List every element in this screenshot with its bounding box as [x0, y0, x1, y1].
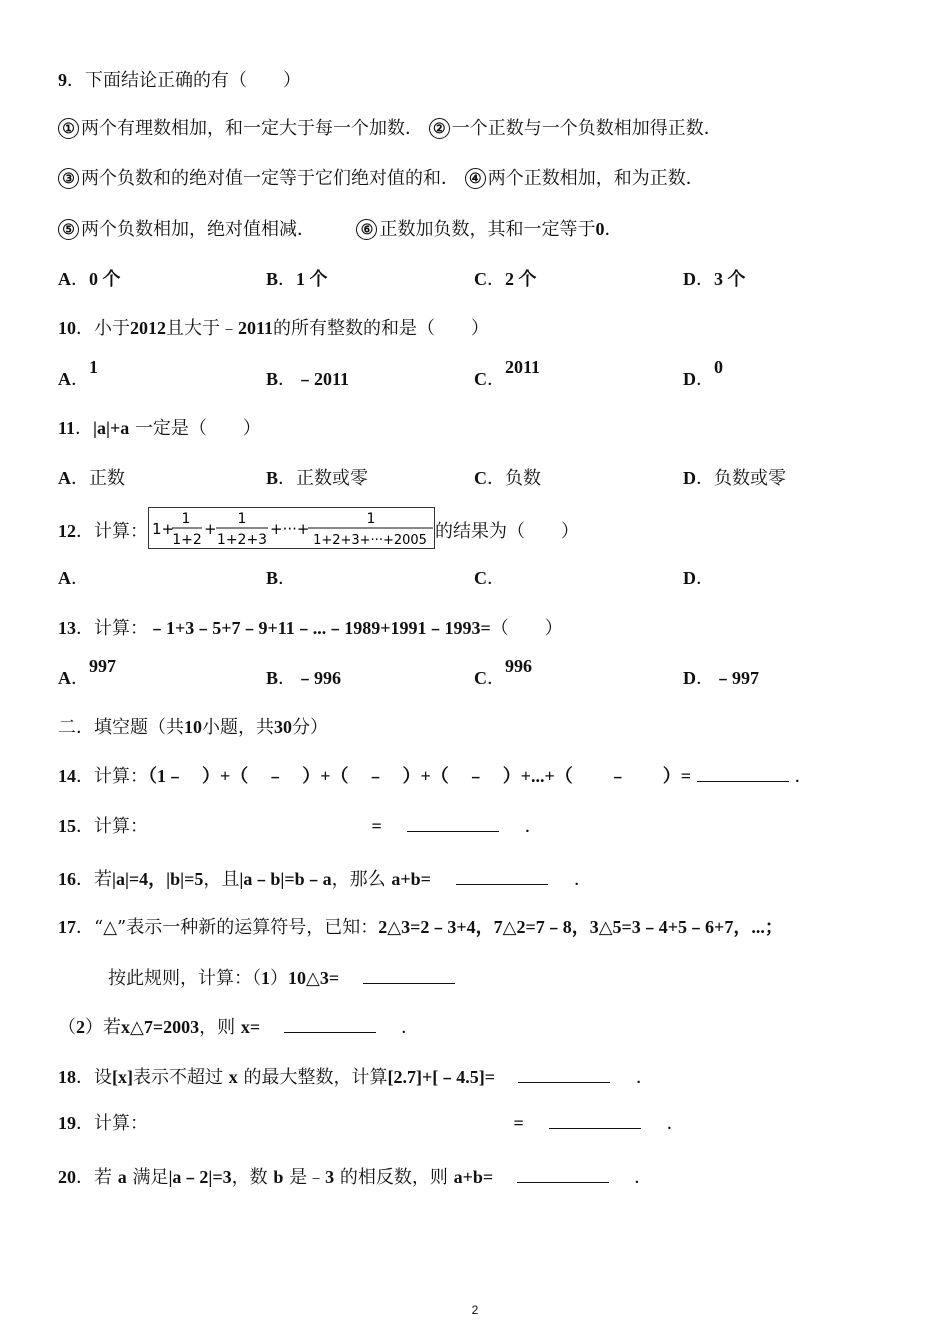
- q18-x: x: [228, 1067, 238, 1087]
- formula-lead: 1+: [152, 520, 175, 538]
- q17-part2-expr: x△7=2003: [121, 1017, 200, 1037]
- q17-part1-text-b: ）: [270, 968, 288, 989]
- fraction-2-denominator: 1+2+3: [216, 532, 268, 548]
- q18-end: ．: [635, 1067, 654, 1088]
- q18-expr: [x]: [112, 1067, 133, 1087]
- q12-number: 12: [58, 521, 76, 541]
- q19: [58, 1110, 685, 1136]
- q12-stem: [58, 511, 579, 553]
- q13-text-b: （ ）: [490, 618, 563, 639]
- q17-part2-expr2: x=: [240, 1017, 261, 1037]
- q20-end: ．: [634, 1167, 653, 1188]
- q11-option-c: C．负数: [474, 468, 541, 489]
- q20-text-d: 是﹣: [289, 1167, 326, 1188]
- q13-option-a: A．997: [58, 656, 116, 689]
- q16-expr2: |a﹣b|=b﹣a: [239, 869, 332, 889]
- q15-number: 15: [58, 816, 76, 836]
- q11-option-d: D．负数或零: [683, 468, 786, 489]
- q11-expr: |a|+a: [93, 418, 130, 438]
- q14-end: ．: [794, 766, 813, 787]
- option-text: 2011: [505, 357, 541, 377]
- option-letter: C: [474, 269, 487, 289]
- q18-text-a: ．设: [76, 1067, 112, 1088]
- q14-number: 14: [58, 766, 76, 786]
- q10-n2: 2011: [238, 318, 274, 338]
- q20-number: 20: [58, 1167, 76, 1187]
- circle-2-icon: ②: [429, 118, 450, 139]
- q13-text-a: ．计算：: [76, 618, 148, 639]
- q15-end: ．: [524, 816, 543, 837]
- q11-text: 一定是（ ）: [134, 418, 261, 439]
- q15-text: ．计算：: [76, 816, 148, 837]
- q17-part2-n: 2: [76, 1017, 85, 1037]
- q9-statement-1: 两个有理数相加，和一定大于每一个加数．: [81, 118, 423, 139]
- q17-number: 17: [58, 917, 76, 937]
- q9-statement-6: 正数加负数，其和一定等于: [379, 219, 596, 240]
- q16-text-c: ，那么: [331, 869, 386, 890]
- q15-equals: =: [371, 816, 382, 836]
- option-text: 正数或零: [296, 468, 369, 489]
- q11-option-b: B．正数或零: [266, 468, 369, 489]
- q17-end: ．: [401, 1017, 420, 1038]
- q13-option-b: B．﹣996: [266, 668, 342, 689]
- circle-3-icon: ③: [58, 168, 79, 189]
- option-text: 正数: [89, 468, 125, 489]
- q11-number: 11: [58, 418, 76, 438]
- option-letter: C: [474, 668, 487, 688]
- q17-part2-text-b: ）若: [85, 1017, 121, 1038]
- q17-text-a: ．“: [76, 917, 104, 938]
- q17-part1: [108, 965, 455, 991]
- option-letter: B: [266, 468, 279, 488]
- q18-expr2: [2.7]+[﹣4.5]=: [387, 1067, 495, 1087]
- q9-statement-6-end: ．: [604, 219, 623, 240]
- q9-stem: [58, 68, 301, 93]
- section-n1: 10: [184, 717, 202, 737]
- q20-b: b: [273, 1167, 284, 1187]
- answer-blank[interactable]: [549, 1110, 641, 1129]
- option-letter: D: [683, 269, 696, 289]
- q17-part1-n: 1: [261, 968, 270, 988]
- q10-text-a: ．小于: [76, 318, 130, 339]
- circle-6-icon: ⑥: [356, 219, 377, 240]
- option-letter: A: [58, 568, 71, 588]
- option-text: 0: [714, 357, 723, 377]
- answer-blank[interactable]: [284, 1014, 376, 1033]
- q10-text-b: 且大于﹣: [166, 318, 238, 339]
- option-letter: B: [266, 369, 279, 389]
- circle-5-icon: ⑤: [58, 219, 79, 240]
- fraction-3-denominator: 1+2+3+···+2005: [313, 533, 427, 548]
- q11-option-a: A．正数: [58, 468, 125, 489]
- fraction-3-numerator: 1: [366, 511, 376, 527]
- q17-part1-expr: 10△3=: [288, 968, 340, 988]
- q19-equals: =: [513, 1113, 524, 1133]
- q14: [58, 763, 813, 789]
- formula-graphic: [150, 508, 433, 548]
- option-letter: B: [266, 269, 279, 289]
- q9-option-a: A．0 个: [58, 269, 121, 290]
- q12-text-a: ．计算：: [76, 521, 148, 542]
- fraction-2-numerator: 1: [237, 511, 247, 527]
- q20: [58, 1164, 652, 1190]
- q13-option-d: D．﹣997: [683, 668, 759, 689]
- q9-statements-1-2: [58, 117, 722, 141]
- q9-option-b: B．1 个: [266, 269, 328, 290]
- option-text: ﹣997: [714, 668, 759, 688]
- q10-option-d: D．0: [683, 357, 723, 390]
- q20-text-a: ．若: [76, 1167, 112, 1188]
- q14-expr: （1﹣ ）+（ ﹣ ）+（ ﹣ ）+（ ﹣ ）+...+（ ﹣ ）=: [148, 766, 692, 786]
- q20-a: a: [117, 1167, 127, 1187]
- q10-option-a: A．1: [58, 357, 98, 390]
- q19-end: ．: [666, 1113, 685, 1134]
- option-letter: D: [683, 468, 696, 488]
- q9-stem-text: ．下面结论正确的有（ ）: [67, 70, 301, 91]
- option-letter: A: [58, 468, 71, 488]
- option-letter: C: [474, 369, 487, 389]
- option-letter: A: [58, 668, 71, 688]
- answer-blank[interactable]: [518, 1064, 610, 1083]
- option-letter: B: [266, 668, 279, 688]
- option-letter: C: [474, 568, 487, 588]
- q9-statement-4: 两个正数相加，和为正数．: [487, 168, 704, 189]
- q20-text-b: 满足: [132, 1167, 169, 1188]
- q17-part1-text-a: 按此规则，计算：（: [108, 968, 261, 989]
- option-text: 负数: [505, 468, 541, 489]
- q16-expr: |a|=4，|b|=5: [112, 869, 204, 889]
- option-text: 997: [89, 656, 116, 676]
- q9-statements-5-6: [58, 217, 622, 242]
- option-letter: D: [683, 568, 696, 588]
- q10-option-c: C．2011: [474, 357, 541, 390]
- fraction-1-numerator: 1: [181, 511, 191, 527]
- q17: [58, 915, 783, 940]
- q16-text-b: ，且: [203, 869, 240, 890]
- option-text: 0 个: [89, 269, 121, 289]
- q12-formula: [148, 507, 435, 549]
- q20-expr2: a+b=: [453, 1167, 494, 1187]
- circle-4-icon: ④: [465, 168, 486, 189]
- answer-blank[interactable]: [456, 866, 548, 885]
- option-text: 2 个: [505, 269, 537, 289]
- formula-dots: +···+: [270, 520, 310, 538]
- section-n2: 30: [274, 717, 292, 737]
- page-number: 2: [471, 1303, 479, 1317]
- q9-option-c: C．2 个: [474, 269, 537, 290]
- q9-statement-2: 一个正数与一个负数相加得正数．: [451, 118, 722, 139]
- q17-part2: [58, 1014, 419, 1040]
- q9-statements-3-4: [58, 167, 704, 191]
- q20-text-c: ，数: [231, 1167, 268, 1188]
- section-heading: [58, 715, 328, 740]
- q9-statement-6-zero: 0: [595, 219, 605, 239]
- q20-text-e: 的相反数，则: [339, 1167, 448, 1188]
- q19-number: 19: [58, 1113, 76, 1133]
- fraction-1-denominator: 1+2: [172, 532, 202, 548]
- answer-blank[interactable]: [697, 763, 789, 782]
- q10-text-c: 的所有整数的和是（ ）: [273, 318, 490, 339]
- q12-option-a: A．: [58, 568, 89, 589]
- q13-option-c: C．996: [474, 656, 532, 689]
- q13-expr: ﹣1+3﹣5+7﹣9+11﹣...﹣1989+1991﹣1993=: [148, 618, 491, 638]
- option-text: 3 个: [714, 269, 746, 289]
- option-letter: D: [683, 668, 696, 688]
- q20-expr: |a﹣2|=3: [168, 1167, 232, 1187]
- triangle-icon: △: [103, 917, 118, 938]
- q20-n: 3: [325, 1167, 335, 1187]
- q13-stem: [58, 616, 563, 641]
- q9-number: 9: [58, 70, 67, 90]
- formula-plus: +: [204, 520, 217, 538]
- q10-n1: 2012: [130, 318, 166, 338]
- option-text: ﹣2011: [296, 369, 350, 389]
- q12-option-c: C．: [474, 568, 505, 589]
- option-letter: D: [683, 369, 696, 389]
- q10-number: 10: [58, 318, 76, 338]
- answer-blank[interactable]: [517, 1164, 609, 1183]
- q10-stem: [58, 316, 489, 341]
- q16-text-a: ．若: [76, 869, 112, 890]
- q13-number: 13: [58, 618, 76, 638]
- option-text: ﹣996: [296, 668, 342, 688]
- q16: [58, 866, 592, 892]
- option-letter: A: [58, 269, 71, 289]
- q10-option-b: B．﹣2011: [266, 369, 350, 390]
- q9-option-d: D．3 个: [683, 269, 746, 290]
- q16-number: 16: [58, 869, 76, 889]
- option-text: 996: [505, 656, 532, 676]
- option-text: 1 个: [296, 269, 328, 289]
- q17-examples: 2△3=2﹣3+4，7△2=7﹣8，3△5=3﹣4+5﹣6+7，...；: [378, 917, 783, 937]
- q18-text-c: 的最大整数，计算: [243, 1067, 388, 1088]
- q9-statement-3: 两个负数和的绝对值一定等于它们绝对值的和．: [81, 168, 459, 189]
- option-letter: A: [58, 369, 71, 389]
- q18-number: 18: [58, 1067, 76, 1087]
- q11-stem: 11．|a|+a 一定是（ ）: [58, 418, 261, 439]
- q12-option-b: B．: [266, 568, 297, 589]
- section-text-b: 小题，共: [202, 717, 274, 738]
- q15: [58, 813, 543, 839]
- option-letter: C: [474, 468, 487, 488]
- option-text: 1: [89, 357, 98, 377]
- q17-text-b: ”表示一种新的运算符号，已知：: [117, 917, 379, 938]
- section-text-c: 分）: [292, 717, 328, 738]
- option-letter: B: [266, 568, 279, 588]
- q17-part2-text-a: （: [58, 1017, 76, 1038]
- q19-text: ．计算：: [76, 1113, 148, 1134]
- q18-text-b: 表示不超过: [133, 1067, 223, 1088]
- q12-text-b: 的结果为（ ）: [435, 521, 579, 542]
- q16-end: ．: [573, 869, 592, 890]
- section-text-a: 二．填空题（共: [58, 717, 184, 738]
- q17-part2-text-c: ，则: [199, 1017, 236, 1038]
- answer-blank[interactable]: [407, 813, 499, 832]
- q9-statement-5: 两个负数相加，绝对值相减．: [81, 219, 315, 240]
- answer-blank[interactable]: [363, 965, 455, 984]
- q16-expr3: a+b=: [391, 869, 431, 889]
- option-text: 负数或零: [714, 468, 786, 489]
- q14-text: ．计算：: [76, 766, 148, 787]
- q18: [58, 1064, 654, 1090]
- q12-option-d: D．: [683, 568, 714, 589]
- circle-1-icon: ①: [58, 118, 79, 139]
